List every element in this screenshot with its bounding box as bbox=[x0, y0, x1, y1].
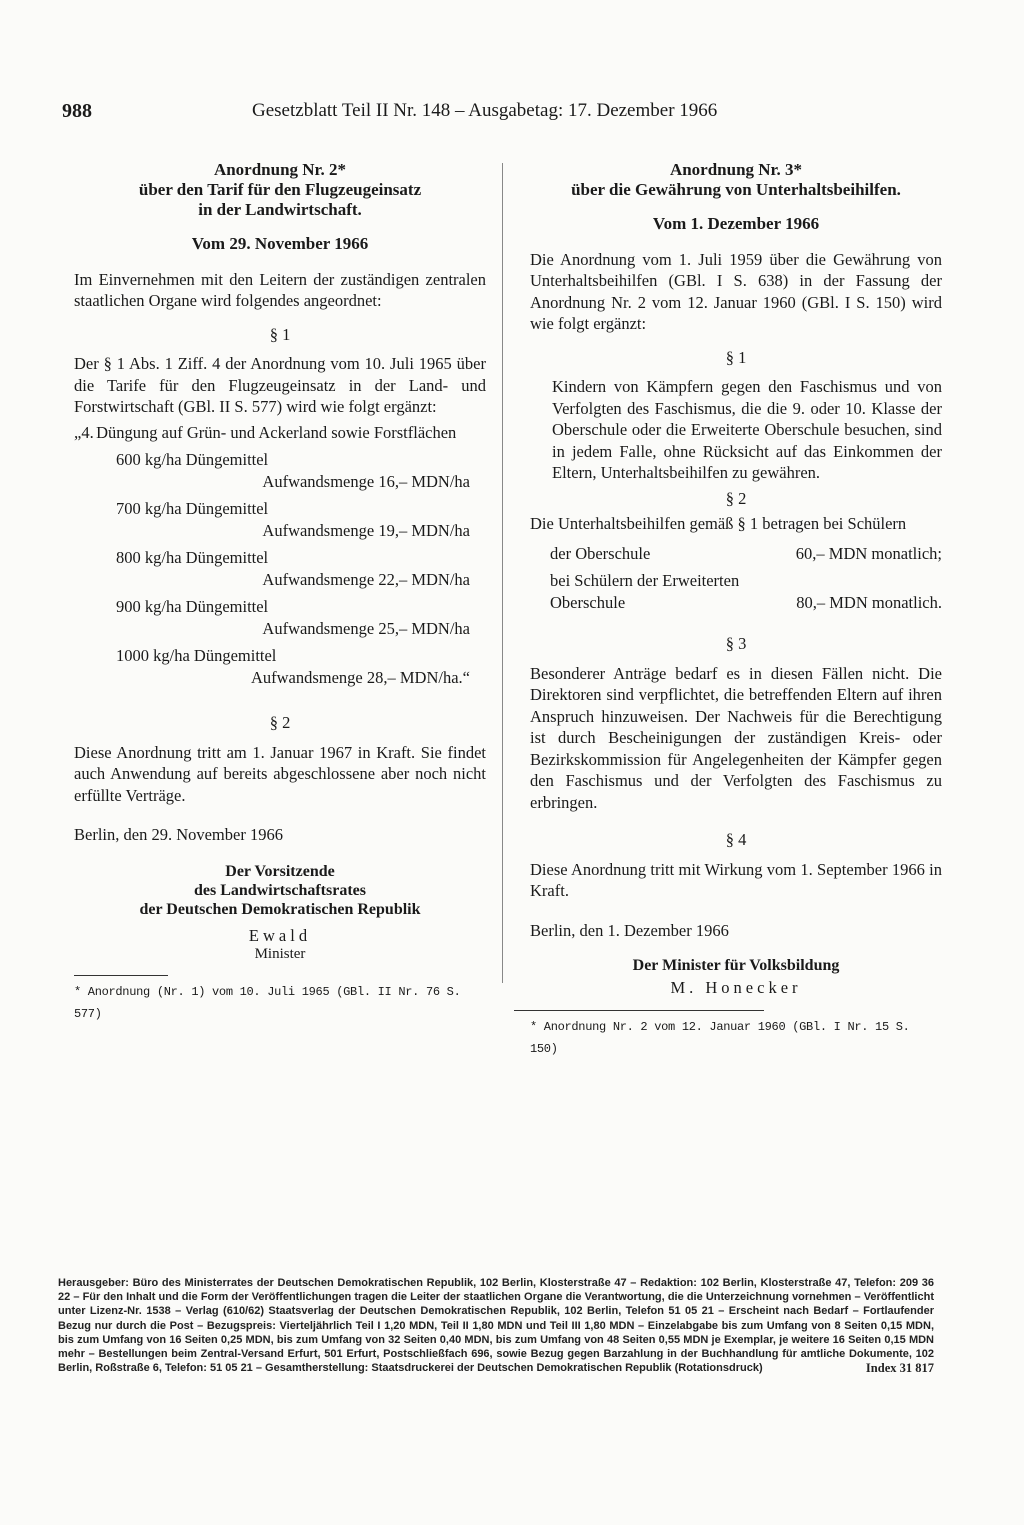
left-signer-role: Minister bbox=[254, 946, 306, 962]
dosage-row bbox=[116, 547, 486, 590]
left-signer-line: Der Vorsitzende bbox=[225, 862, 335, 880]
left-intro: Im Einvernehmen mit den Leitern der zuständigen zentralen staatlichen Organe wird folgendes angeordnet: bbox=[74, 269, 486, 310]
dosage-amount: Aufwandsmenge 19,– MDN/ha bbox=[262, 520, 470, 540]
left-section-1-heading: § 1 bbox=[269, 324, 291, 344]
dosage-amount: Aufwandsmenge 28,– MDN/ha.“ bbox=[250, 667, 470, 687]
dosage-row bbox=[116, 645, 486, 688]
left-section-2-text: Diese Anordnung tritt am 1. Januar 1967 in Kraft. Sie findet auch Anwendung auf bereits abgeschlossene aber noch nicht erfüllte Verträge. bbox=[74, 742, 486, 805]
dosage-row bbox=[116, 498, 486, 541]
list-text: Düngung auf Grün- und Ackerland sowie Forstflächen bbox=[96, 422, 457, 442]
right-title-line: über die Gewährung von Unterhaltsbeihilfen. bbox=[571, 180, 901, 199]
dosage-row bbox=[116, 596, 486, 639]
dosage-row bbox=[116, 449, 486, 492]
right-section-3-heading: § 3 bbox=[725, 634, 747, 653]
column-divider bbox=[502, 163, 503, 983]
dosage-amount: Aufwandsmenge 22,– MDN/ha bbox=[262, 569, 470, 589]
left-title-line: über den Tarif für den Flugzeugeinsatz bbox=[138, 180, 422, 199]
left-signer-line: des Landwirtschaftsrates bbox=[194, 881, 366, 899]
right-intro: Die Anordnung vom 1. Juli 1959 über die Gewährung von Unterhaltsbeihilfen (GBl. I S. 638) in der Fassung der Anordnung Nr. 2 vom 12. Januar 1960 (GBl. I S. 150) wird wie folgt ergänzt: bbox=[530, 249, 942, 333]
dosage-amount: Aufwandsmenge 16,– MDN/ha bbox=[262, 471, 470, 491]
right-title bbox=[530, 160, 942, 200]
benefit-value: 60,– MDN monatlich; bbox=[795, 543, 942, 563]
left-signer-line: der Deutschen Demokratischen Republik bbox=[139, 900, 421, 918]
left-section-2-heading: § 2 bbox=[269, 713, 291, 732]
left-column bbox=[74, 160, 486, 1025]
dosage-qty: 700 kg/ha Düngemittel bbox=[116, 499, 269, 518]
right-section-4-heading: § 4 bbox=[725, 830, 747, 849]
left-footnote-rule bbox=[74, 975, 168, 976]
gazette-header: Gesetzblatt Teil II Nr. 148 – Ausgabetag: 17. Dezember 1966 bbox=[252, 100, 718, 121]
benefit-label: bei Schülern der Erweiterten Oberschule bbox=[550, 571, 740, 612]
left-title-line: Anordnung Nr. 2* bbox=[213, 160, 347, 179]
imprint bbox=[58, 1276, 934, 1375]
right-section-2-text: Die Unterhaltsbeihilfen gemäß § 1 betragen bei Schülern bbox=[530, 514, 907, 533]
left-title bbox=[74, 160, 486, 220]
left-signer bbox=[74, 862, 486, 919]
right-title-line: Anordnung Nr. 3* bbox=[669, 160, 803, 179]
right-section-3-text: Besonderer Anträge bedarf es in diesen Fällen nicht. Die Direktoren sind verpflichtet, die betreffenden Eltern auf ihren Anspruch hinzuweisen. Der Nachweis für die Berechtigung ist durch Bescheinigungen der zuständigen Kreis- oder Bezirkskommission für Angelegenheiten der Kämpfer gegen den Faschismus und der Verfolgten des Faschismus zu erbringen. bbox=[530, 663, 942, 812]
right-section-1-heading: § 1 bbox=[725, 347, 747, 367]
right-signer-name: M. Honecker bbox=[670, 977, 802, 997]
imprint-text: Herausgeber: Büro des Ministerrates der Deutschen Demokratischen Republik, 102 Berlin, Klosterstraße 47 – Redaktion: 102 Berlin, Klosterstraße 47, Telefon: 209 36 22 – Für den Inhalt und die Form der Veröffentlichungen tragen die Leiter der staatlichen Organe die Verantwortung, die die Unterzeichnung vornehmen – Veröffentlicht unter Lizenz-Nr. 1538 – Verlag (610/62) Staatsverlag der Deutschen Demokratischen Republik, 102 Berlin, Telefon 51 05 21 – Erscheint nach Bedarf – Fortlaufender Bezug nur durch die Post – Bezugspreis: Vierteljährlich Teil I 1,20 MDN, Teil II 1,80 MDN und Teil III 1,80 MDN – Einzelabgabe bis zum Umfang von 8 Seiten 0,15 MDN, bis zum Umfang von 16 Seiten 0,25 MDN, bis zum Umfang von 32 Seiten 0,40 MDN, bis zum Umfang von 48 Seiten 0,55 MDN je Exemplar, je weitere 16 Seiten 0,15 MDN mehr – Bestellungen beim Zentral-Versand Erfurt, 501 Erfurt, Postschließfach 696, sowie Bezug gegen Barzahlung in der Buchhandlung für amtliche Dokumente, 102 Berlin, Roßstraße 6, Telefon: 51 05 21 – Gesamtherstellung: Staatsdruckerei der Deutschen Demokratischen Republik (Rotationsdruck) bbox=[58, 1277, 934, 1375]
right-column bbox=[530, 160, 942, 1060]
right-section-1-text: Kindern von Kämpfern gegen den Faschismus und von Verfolgten des Faschismus, die die 9. oder 10. Klasse der Oberschule oder die Erweiterte Oberschule besuchen, sind in jedem Falle, ohne Rücksicht auf das Einkommen der Eltern, Unterhaltsbeihilfen zu gewähren. bbox=[552, 377, 942, 482]
left-footnote: * Anordnung (Nr. 1) vom 10. Juli 1965 (GBl. II Nr. 76 S. 577) bbox=[74, 985, 461, 1021]
right-section-2-heading: § 2 bbox=[725, 488, 747, 508]
left-date: Vom 29. November 1966 bbox=[191, 234, 369, 253]
left-place-date: Berlin, den 29. November 1966 bbox=[74, 825, 283, 844]
benefit-row bbox=[550, 543, 942, 565]
benefit-value: 80,– MDN monatlich. bbox=[796, 592, 942, 612]
right-section-4-text: Diese Anordnung tritt mit Wirkung vom 1. September 1966 in Kraft. bbox=[530, 859, 942, 900]
index-number: Index 31 817 bbox=[865, 1361, 934, 1376]
left-section-1-text: Der § 1 Abs. 1 Ziff. 4 der Anordnung vom 10. Juli 1965 über die Tarife für den Flugzeugeinsatz in der Land- und Forstwirtschaft (GBl. II S. 577) wird wie folgt ergänzt: bbox=[74, 354, 486, 416]
benefit-row bbox=[550, 570, 942, 613]
left-signer-name: Ewald bbox=[248, 925, 312, 945]
left-title-line: in der Landwirtschaft. bbox=[198, 200, 362, 219]
dosage-qty: 900 kg/ha Düngemittel bbox=[116, 597, 269, 616]
dosage-qty: 600 kg/ha Düngemittel bbox=[116, 450, 269, 469]
dosage-qty: 1000 kg/ha Düngemittel bbox=[116, 646, 277, 665]
right-footnote-rule bbox=[514, 1010, 764, 1011]
right-signer-title: Der Minister für Volksbildung bbox=[632, 957, 840, 974]
right-date: Vom 1. Dezember 1966 bbox=[652, 214, 820, 233]
list-item bbox=[74, 422, 486, 444]
list-number: „4. bbox=[74, 422, 94, 442]
dosage-list bbox=[74, 449, 486, 688]
right-footnote: * Anordnung Nr. 2 vom 12. Januar 1960 (GBl. I Nr. 15 S. 150) bbox=[530, 1020, 910, 1056]
benefit-table bbox=[550, 543, 942, 614]
page-number: 988 bbox=[62, 100, 92, 122]
dosage-amount: Aufwandsmenge 25,– MDN/ha bbox=[262, 618, 470, 638]
dosage-qty: 800 kg/ha Düngemittel bbox=[116, 548, 269, 567]
right-place-date: Berlin, den 1. Dezember 1966 bbox=[530, 920, 729, 940]
benefit-label: der Oberschule bbox=[550, 543, 651, 563]
